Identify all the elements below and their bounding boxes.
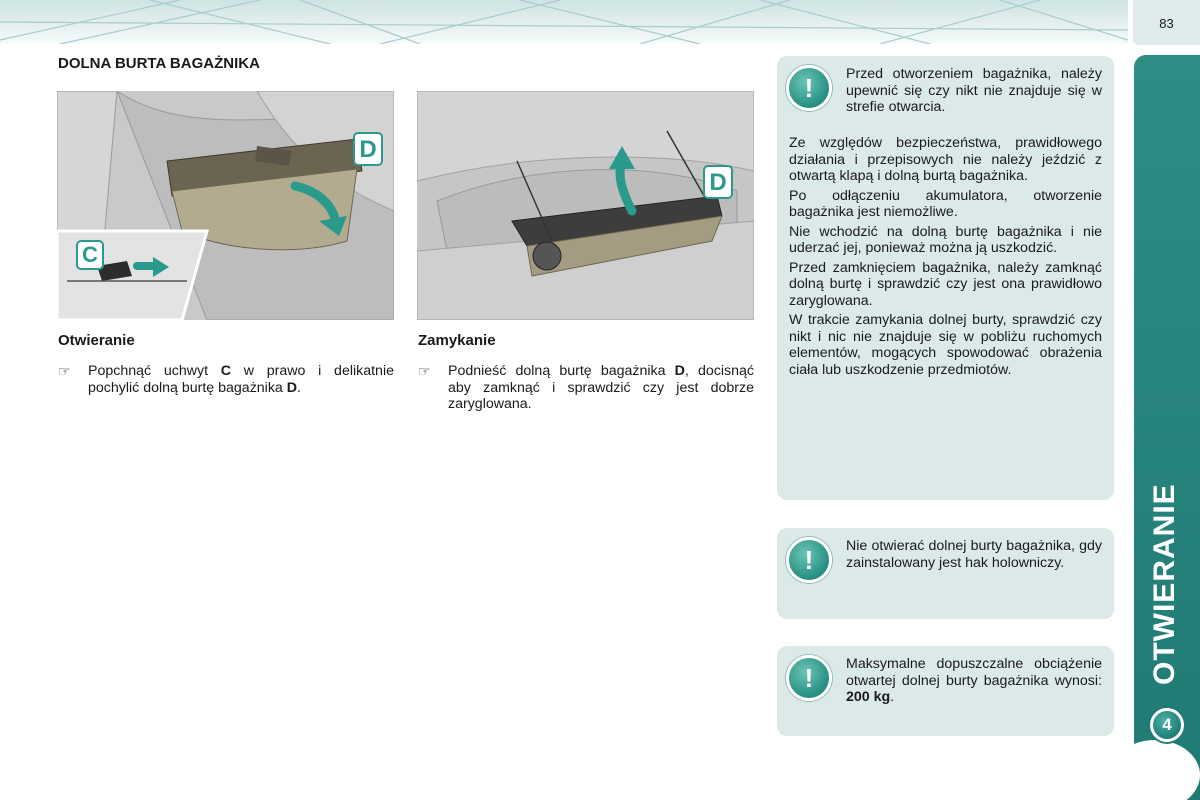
header-decoration (0, 0, 1128, 44)
warning-note-2 (777, 528, 1114, 619)
note-3-lead: Maksymalne dopuszczalne obciążenie otwartej dolnej burty bagażnika wynosi: 200 kg. (846, 656, 1102, 705)
illustration-closing (417, 91, 754, 320)
bullet-closing-text: Podnieść dolną burtę bagażnika D, docisnąć aby zamknąć i sprawdzić czy jest dobrze zaryglowana. (448, 363, 754, 412)
bullet-closing (418, 363, 754, 413)
page-title: DOLNA BURTA BAGAŻNIKA (58, 55, 260, 72)
note-1-paragraph: Ze względów bezpieczeństwa, prawidłowego działania i przepisowych nie należy jeździć z otwartą klapą i dolną burtą bagażnika. (789, 135, 1102, 184)
note-1-lead: Przed otworzeniem bagażnika, należy upewnić się czy nikt nie znajduje się w strefie otwarcia. (846, 66, 1102, 115)
bullet-opening (58, 363, 394, 396)
page-number: 83 (1159, 16, 1174, 31)
chapter-title: OTWIERANIE (1148, 483, 1181, 685)
note-2-lead: Nie otwierać dolnej burty bagażnika, gdy zainstalowany jest hak holowniczy. (846, 538, 1102, 571)
chapter-tab (1134, 55, 1200, 800)
note-1-paragraphs (789, 135, 1102, 381)
callout-d: D (359, 136, 377, 163)
warning-icon: ! (786, 537, 832, 583)
warning-icon: ! (786, 65, 832, 111)
warning-note-1 (777, 56, 1114, 500)
note-1-paragraph: Po odłączeniu akumulatora, otworzenie bagażnika jest niemożliwe. (789, 187, 1102, 220)
warning-note-3 (777, 646, 1114, 736)
callout-d-right: D (709, 169, 727, 196)
warning-icon: ! (786, 655, 832, 701)
pointing-hand-icon: ☞ (58, 363, 71, 379)
heading-opening: Otwieranie (58, 332, 135, 349)
note-1-paragraph: W trakcie zamykania dolnej burty, sprawdzić czy nikt i nic nie znajduje się w pobliżu ruchomych elementów, mogących spowodować obrażenia ciała lub uszkodzenie przedmiotów. (789, 312, 1102, 378)
note-1-paragraph: Nie wchodzić na dolną burtę bagażnika i nie uderzać jej, ponieważ można ją uszkodzić. (789, 223, 1102, 256)
bullet-opening-text: Popchnąć uchwyt C w prawo i delikatnie pochylić dolną burtę bagażnika D. (88, 363, 394, 396)
callout-c: C (82, 242, 98, 267)
illustration-opening (57, 91, 394, 320)
header-band (0, 0, 1128, 44)
note-1-paragraph: Przed zamknięciem bagażnika, należy zamknąć dolną burtę i sprawdzić czy jest ona prawidłowo zaryglowana. (789, 259, 1102, 309)
pointing-hand-icon: ☞ (418, 363, 431, 379)
page-number-box (1133, 0, 1200, 45)
heading-closing: Zamykanie (418, 332, 496, 349)
chapter-number-badge: 4 (1150, 708, 1184, 742)
